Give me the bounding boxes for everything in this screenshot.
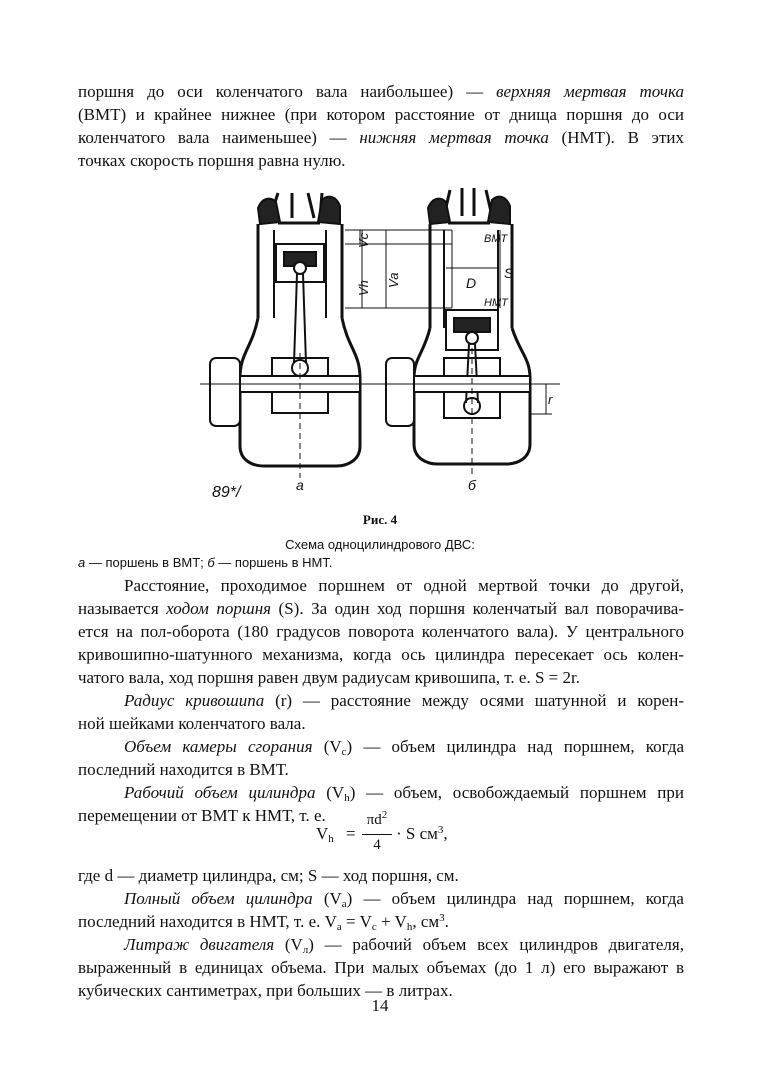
text-line: Полный объем цилиндра $(V_a)$ — объем цилиндра над поршнем, когда	[124, 889, 684, 910]
figure-legend: а — поршень в ВМТ; б — поршень в НМТ.	[78, 555, 333, 570]
formula-vh: $V_h$ = $\pi d^2$ 4 · S $см^3$,	[316, 809, 448, 853]
text-line: последний находится в НМТ, т. е. $V_a = V_c + V_h$, $см^3$.	[78, 912, 449, 933]
text-line: кривошипно-шатунного механизма, когда ось цилиндра пересекает ось колен-	[78, 645, 684, 664]
text-line: ной шейками коленчатого вала.	[78, 714, 306, 733]
label-s: S	[504, 265, 514, 281]
text-line: Рабочий объем цилиндра $(V_h)$ — объем, освобождаемый поршнем при	[124, 783, 684, 804]
text-line: чатого вала, ход поршня равен двум радиусам кривошипа, т. е. S = 2r.	[78, 668, 580, 687]
label-d: D	[466, 275, 477, 291]
text-line: последний находится в ВМТ.	[78, 760, 289, 779]
text-line: (ВМТ) и крайнее нижнее (при котором расстояние от днища поршня до оси	[78, 105, 684, 124]
text-line: коленчатого вала наименьшее) — нижняя мертвая точка (НМТ). В этих	[78, 128, 684, 147]
figure-stamp: 89*/	[212, 484, 241, 501]
text-line: Расстояние, проходимое поршнем от одной мертвой точки до другой,	[124, 576, 684, 595]
engine-a	[200, 193, 380, 478]
label-b: б	[468, 477, 476, 493]
intro-paragraph	[78, 80, 684, 172]
engine-b	[380, 188, 560, 478]
body-text-2	[78, 864, 684, 1002]
label-bmt: ВМТ	[484, 233, 508, 245]
fraction-bar	[362, 834, 392, 835]
engine-diagram	[200, 178, 580, 498]
text-line: где d — диаметр цилиндра, см; S — ход поршня, см.	[78, 866, 459, 885]
label-r: r	[548, 392, 553, 407]
text-line: поршня до оси коленчатого вала наибольшее) — верхняя мертвая точка	[78, 82, 684, 101]
figure-title: Схема одноцилиндрового ДВС:	[285, 537, 475, 552]
page-number: 14	[371, 996, 389, 1015]
text-line: Радиус кривошипа (r) — расстояние между осями шатунной и корен-	[124, 691, 684, 710]
text-line: перемещении от ВМТ к НМТ, т. е.	[78, 806, 326, 825]
text-line: выраженный в единицах объема. При малых объемах (до 1 л) его выражают в	[78, 958, 684, 977]
text-line: ется на пол-оборота (180 градусов поворота коленчатого вала). У центрального	[78, 622, 684, 641]
text-line: Литраж двигателя $(V_л)$ — рабочий объем всех цилиндров двигателя,	[124, 935, 684, 956]
text-line: называется ходом поршня (S). За один ход поршня коленчатый вал поворачива-	[78, 599, 684, 618]
label-va: Va	[386, 272, 401, 288]
text-line: кубических сантиметрах, при больших — в литрах.	[78, 981, 453, 1000]
label-a: а	[296, 477, 304, 493]
label-vc: Vc	[356, 232, 371, 248]
figure-number: Рис. 4	[362, 512, 398, 527]
label-nmt: НМТ	[484, 297, 508, 309]
label-vh: Vh	[356, 280, 371, 296]
text-line: точках скорость поршня равна нулю.	[78, 151, 346, 170]
body-text	[78, 574, 684, 827]
text-line: Объем камеры сгорания $(V_c)$ — объем цилиндра над поршнем, когда	[124, 737, 684, 758]
